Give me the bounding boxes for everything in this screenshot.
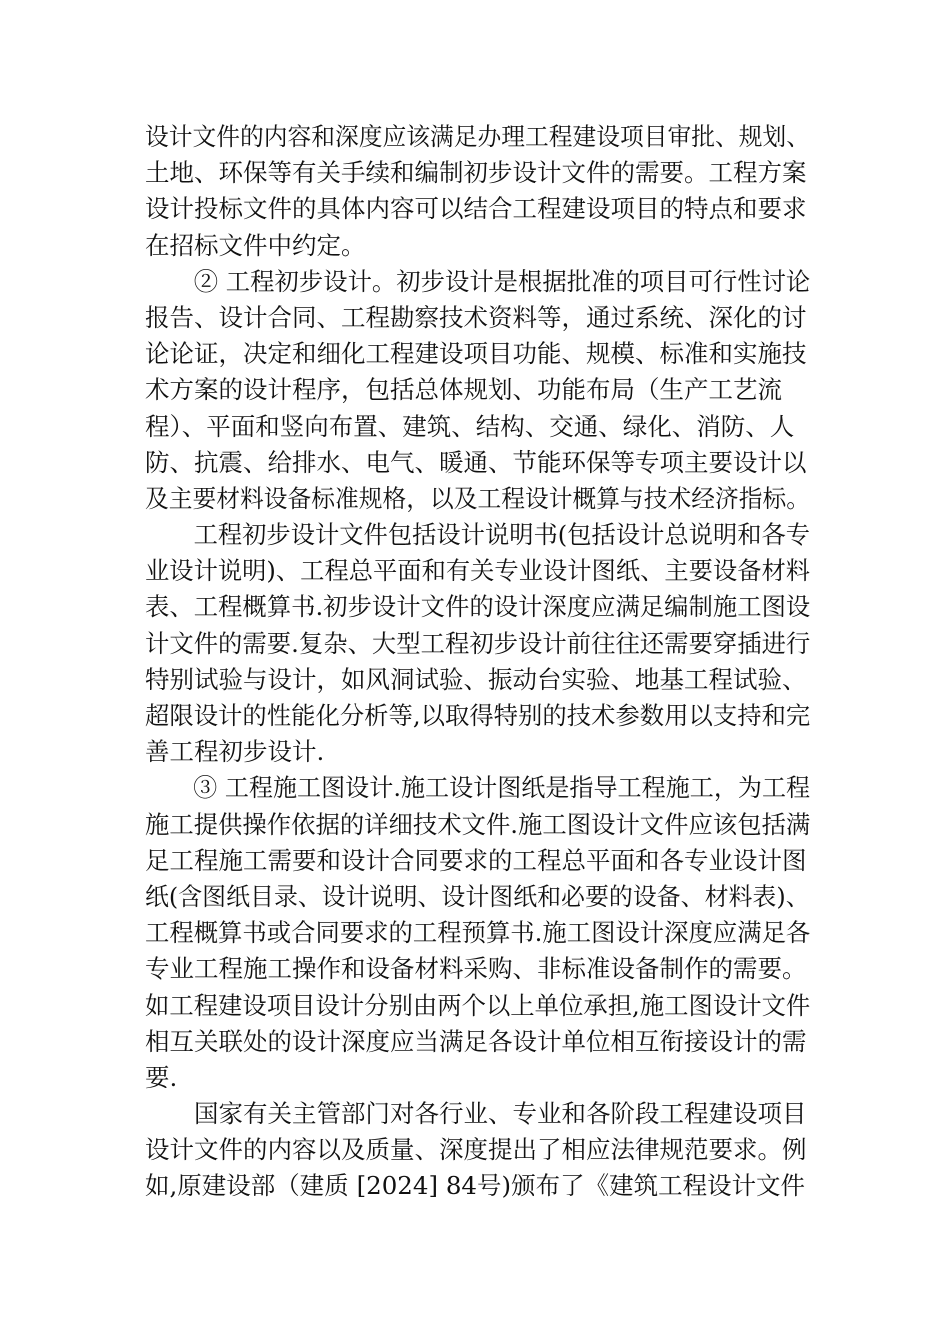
text-line: 设计文件的内容和深度应该满足办理工程建设项目审批、规划、	[145, 122, 811, 151]
text-line: 程）、平面和竖向布置、建筑、结构、交通、绿化、消防、人	[145, 411, 795, 441]
text-line: 表、工程概算书.初步设计文件的设计深度应满足编制施工图设	[145, 592, 811, 622]
text-line: 论论证，决定和细化工程建设项目功能、规模、标准和实施技	[145, 339, 807, 369]
text-line: 足工程施工需要和设计合同要求的工程总平面和各专业设计图	[145, 845, 807, 875]
text-line: 业设计说明)、工程总平面和有关专业设计图纸、主要设备材料	[145, 556, 811, 586]
text-line: 土地、环保等有关手续和编制初步设计文件的需要。工程方案	[145, 158, 807, 188]
text-line: 及主要材料设备标准规格，以及工程设计概算与技术经济指标。	[145, 483, 811, 513]
text-line: ③ 工程施工图设计.施工设计图纸是指导工程施工，为工程	[193, 773, 811, 803]
document-body	[145, 119, 810, 1205]
text-line: 计文件的需要.复杂、大型工程初步设计前往往还需要穿插进行	[145, 628, 811, 658]
text-line: 超限设计的性能化分析等,以取得特别的技术参数用以支持和完	[145, 701, 811, 730]
text-line: 特别试验与设计，如风洞试验、振动台实验、地基工程试验、	[145, 664, 807, 694]
text-line: 防、抗震、给排水、电气、暖通、节能环保等专项主要设计以	[145, 447, 807, 477]
text-line: 施工提供操作依据的详细技术文件.施工图设计文件应该包括满	[145, 809, 811, 839]
text-line: 工程概算书或合同要求的工程预算书.施工图设计深度应满足各	[145, 918, 811, 948]
text-line: 如工程建设项目设计分别由两个以上单位承担,施工图设计文件	[145, 990, 811, 1020]
text-line: 相互关联处的设计深度应当满足各设计单位相互衔接设计的需	[145, 1026, 807, 1056]
text-line: 要.	[145, 1062, 178, 1092]
text-line: 报告、设计合同、工程勘察技术资料等，通过系统、深化的讨	[145, 302, 807, 332]
text-line: 工程初步设计文件包括设计说明书(包括设计总说明和各专	[193, 520, 811, 550]
text-line: 国家有关主管部门对各行业、专业和各阶段工程建设项目	[194, 1099, 807, 1129]
text-line: 善工程初步设计.	[145, 737, 325, 767]
text-line: ② 工程初步设计。初步设计是根据批准的项目可行性讨论	[193, 266, 811, 296]
text-line: 设计文件的内容以及质量、深度提出了相应法律规范要求。例	[145, 1135, 807, 1165]
text-line: 术方案的设计程序，包括总体规划、功能布局（生产工艺流	[145, 375, 782, 405]
text-line: 设计投标文件的具体内容可以结合工程建设项目的特点和要求	[145, 194, 807, 224]
text-line: 纸(含图纸目录、设计说明、设计图纸和必要的设备、材料表)、	[145, 881, 810, 911]
text-line: 专业工程施工操作和设备材料采购、非标准设备制作的需要。	[145, 954, 807, 984]
text-line: 如,原建设部（建质 [2024] 84号)颁布了《建筑工程设计文件	[145, 1171, 806, 1201]
text-line: 在招标文件中约定。	[145, 230, 366, 260]
